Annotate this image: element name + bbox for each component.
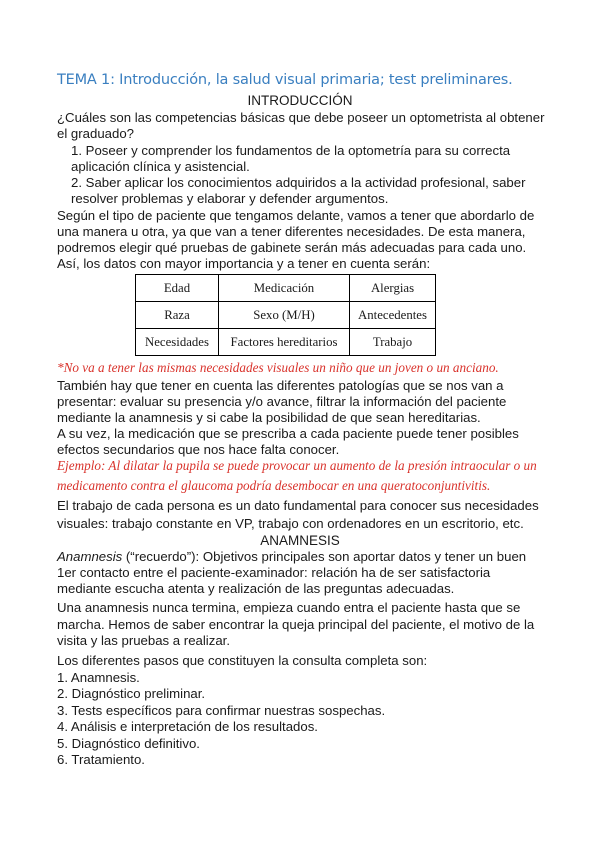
- document-title: TEMA 1: Introducción, la salud visual primaria; test preliminares.: [57, 72, 513, 88]
- paragraph-5: [57, 600, 547, 650]
- table-cell: Alergias: [350, 275, 436, 302]
- table-row: [136, 302, 436, 329]
- table-cell: Sexo (M/H): [219, 302, 350, 329]
- anamnesis-heading: ANAMNESIS: [260, 533, 340, 548]
- anamnesis-definition-text: (“recuerdo”): Objetivos principales son aportar datos y tener un buen 1er contacto entre el paciente-examinador: relación ha de ser satisfactoria mediante escucha atenta y realización de las preguntas adecuadas.: [57, 549, 527, 596]
- table-cell: Antecedentes: [350, 302, 436, 329]
- paragraph-1-text: Según el tipo de paciente que tengamos delante, vamos a tener que abordarlo de una manera u otra, ya que van a tener diferentes necesidades. De esta manera, podremos elegir qué pruebas de gabinete serán más adecuadas para cada uno. Así, los datos con mayor importancia y a tener en cuenta serán:: [57, 208, 535, 271]
- paragraph-4: [57, 497, 547, 533]
- steps-list: [57, 653, 547, 769]
- list-item: 3. Tests específicos para confirmar nuestras sospechas.: [57, 702, 386, 718]
- paragraph-3-text: A su vez, la medicación que se prescriba a cada paciente puede tener posibles efectos secundarios que nos hace falta conocer.: [57, 426, 519, 457]
- paragraph-2-text: También hay que tener en cuenta las diferentes patologías que se nos van a presentar: evaluar su presencia y/o avance, filtrar la información del paciente mediante la anamnesis y si cabe la posibilidad de que sean hereditarias.: [57, 378, 507, 425]
- anamnesis-definition: [57, 549, 547, 597]
- paragraph-4-text: El trabajo de cada persona es un dato fundamental para conocer sus necesidades visuales: trabajo constante en VP, trabajo con ordenadores en un escritorio, etc.: [57, 498, 539, 531]
- competency-2: 2. Saber aplicar los conocimientos adquiridos a la actividad profesional, saber resolver problemas y elaborar y defender argumentos.: [71, 175, 526, 206]
- pathology-block: [57, 378, 547, 458]
- question-text: ¿Cuáles son las competencias básicas que debe poseer un optometrista al obtener el graduado?: [57, 110, 545, 141]
- table-row: [136, 329, 436, 356]
- note-1: [57, 359, 547, 376]
- patient-data-table: [135, 274, 436, 356]
- list-item: 2. Diagnóstico preliminar.: [57, 686, 206, 701]
- paragraph-1: [57, 208, 547, 272]
- intro-heading: INTRODUCCIÓN: [247, 93, 353, 108]
- list-item: 1. Anamnesis.: [57, 669, 140, 685]
- competency-1: 1. Poseer y comprender los fundamentos de la optometría para su correcta aplicación clínica y asistencial.: [71, 143, 511, 174]
- table-row: [136, 275, 436, 302]
- anamnesis-term: Anamnesis: [57, 549, 123, 564]
- note-1-text: *No va a tener las mismas necesidades visuales un niño que un joven o un anciano.: [57, 360, 499, 375]
- steps-intro: Los diferentes pasos que constituyen la consulta completa son:: [57, 653, 428, 668]
- table-cell: Medicación: [219, 275, 350, 302]
- question-block: [57, 110, 547, 207]
- example-note: [57, 456, 547, 496]
- table-cell: Factores hereditarios: [219, 329, 350, 356]
- list-item: 5. Diagnóstico definitivo.: [57, 735, 200, 751]
- table-cell: Raza: [136, 302, 219, 329]
- table-cell: Trabajo: [350, 329, 436, 356]
- paragraph-5-text: Una anamnesis nunca termina, empieza cuando entra el paciente hasta que se marcha. Hemos de saber encontrar la queja principal del paciente, el motivo de la visita y las pruebas a realizar.: [57, 600, 535, 648]
- list-item: 6. Tratamiento.: [57, 752, 145, 767]
- example-text: Ejemplo: Al dilatar la pupila se puede provocar un aumento de la presión intraocular o un medicamento contra el glaucoma podría desembocar en una queratoconjuntivitis.: [57, 458, 537, 493]
- table-cell: Necesidades: [136, 329, 219, 356]
- table-cell: Edad: [136, 275, 219, 302]
- list-item: 4. Análisis e interpretación de los resultados.: [57, 719, 318, 734]
